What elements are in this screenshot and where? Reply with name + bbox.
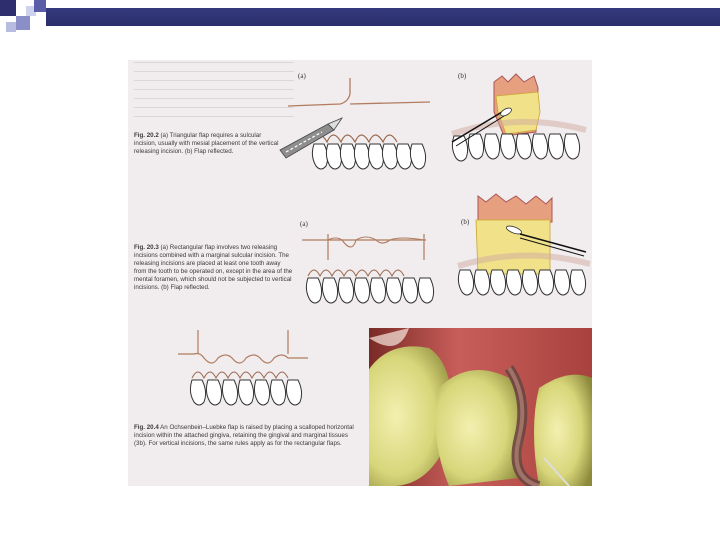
figure-caption <box>134 244 294 292</box>
caption-number: Fig. 20.4 <box>134 424 159 431</box>
decor-square <box>16 16 30 30</box>
caption-number: Fig. 20.2 <box>134 132 159 139</box>
panel-label: (b) <box>461 218 470 226</box>
title-bar <box>46 8 720 26</box>
ochsenbein-luebke-flap-diagram <box>178 326 318 416</box>
caption-text: (a) Triangular flap requires a sulcular incision, usually with mesial placement of the vertical releasing incision. (b) Flap reflected. <box>134 132 279 155</box>
textbook-page <box>128 60 592 486</box>
decor-square <box>6 22 16 32</box>
decor-square <box>0 0 16 16</box>
caption-number: Fig. 20.3 <box>134 244 159 251</box>
rectangular-flap-diagram <box>298 220 448 310</box>
panel-label: (a) <box>300 220 308 228</box>
panel-label: (a) <box>298 72 306 80</box>
caption-text: An Ochsenbein–Luebke flap is raised by placing a scalloped horizontal incision within the attached gingiva, retaining the gingival and marginal tissues (3b). For vertical incisions, the same rules apply as for the rectangular flaps. <box>134 424 354 447</box>
decor-square <box>34 0 46 12</box>
figure-caption <box>134 132 284 156</box>
rectangular-flap-reflected-diagram <box>454 188 592 306</box>
caption-text: (a) Rectangular flap involves two releasing incisions combined with a marginal sulcular incision. The releasing incisions are placed at least one tooth away from the tooth to be operated on, except in the area of the mental foramen, which should not be subjected to vertical incisions. (b) Flap reflected. <box>134 244 293 291</box>
faint-text-bleed <box>134 62 294 122</box>
figure-caption <box>134 424 360 448</box>
panel-label: (b) <box>458 72 467 80</box>
clinical-photo <box>369 328 592 486</box>
triangular-flap-reflected-diagram <box>448 72 588 177</box>
triangular-flap-diagram <box>278 72 438 177</box>
